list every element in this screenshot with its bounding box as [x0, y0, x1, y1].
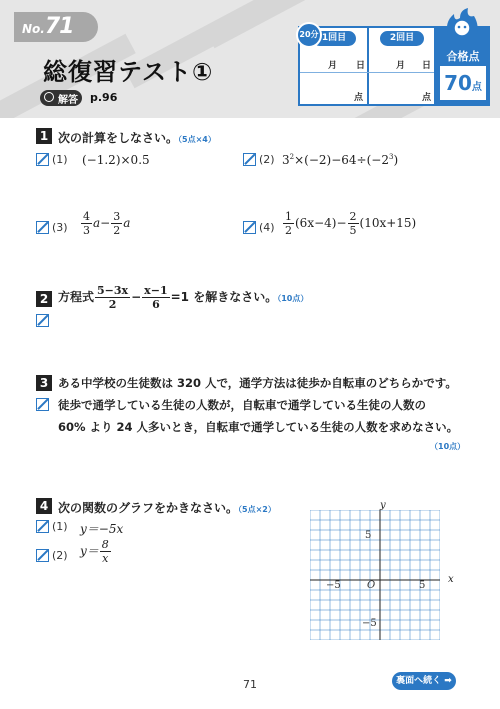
check-box[interactable] [36, 520, 49, 533]
problem-4-number: 4 [36, 498, 52, 514]
problem-3-line-3: 60% より 24 人多いとき，自転車で通学している生徒の人数を求めなさい。 [58, 420, 459, 434]
passing-score: 70 [444, 71, 472, 95]
page-number: 71 [243, 678, 257, 691]
p4-1-expression: y＝−5x [80, 522, 124, 536]
p1-4-expression: $\frac{1}{2}$ (6x−4)− $\frac{2}{5}$ (10x+15) [285, 210, 417, 237]
answer-icon [44, 92, 54, 102]
p1-2-expression: $3^2\times(-2)-64\div(-2^3)$ [282, 153, 399, 167]
problem-1-number: 1 [36, 128, 52, 144]
y-tick-5: 5 [365, 530, 372, 541]
problem-2-number: 2 [36, 291, 52, 307]
check-box[interactable] [36, 398, 49, 411]
problem-3-line-1: ある中学校の生徒数は 320 人で，通学方法は徒歩か自転車のどちらかです。 [58, 376, 457, 390]
round1-label: 1回目 [312, 31, 356, 46]
timer-badge: 20分 [296, 22, 322, 48]
x-tick-neg5: −5 [326, 580, 341, 591]
x-tick-5: 5 [419, 580, 426, 591]
check-box[interactable] [243, 221, 256, 234]
arrow-right-icon: ➡ [444, 676, 452, 686]
round2-label: 2回目 [380, 31, 424, 46]
check-box[interactable] [243, 153, 256, 166]
problem-2-instruction: 方程式 $\frac{5-3x}{2}$ − $\frac{x-1}{6}$ =1 を解きなさい。（10点） [58, 284, 309, 311]
unit-number-badge: No.71 [14, 12, 98, 42]
y-axis-label: y [380, 500, 386, 511]
problem-3-points: （10点） [430, 442, 466, 451]
passing-score-box: 合格点 70点 [436, 26, 490, 106]
check-box[interactable] [36, 549, 49, 562]
check-box[interactable] [36, 314, 49, 327]
answer-chip: 解答 [40, 90, 82, 106]
p1-1-expression: (−1.2)×0.5 [82, 153, 150, 167]
p4-2-expression: y＝ $\frac{8}{x}$ [80, 538, 109, 565]
score-record-box: 1回目 2回目 月 日 月 日 点 点 [298, 26, 436, 106]
x-axis-label: x [448, 574, 454, 585]
continue-button[interactable]: 裏面へ続く ➡ [392, 672, 456, 690]
answer-page-ref: p.96 [90, 91, 118, 104]
problem-3-line-2: 徒歩で通学している生徒の人数が，自転車で通学している生徒の人数の [58, 398, 426, 412]
problem-3-number: 3 [36, 375, 52, 391]
origin-label: O [367, 580, 376, 591]
check-box[interactable] [36, 153, 49, 166]
flame-mascot-icon [442, 6, 482, 40]
check-box[interactable] [36, 221, 49, 234]
problem-1-instruction: 次の計算をしなさい。（5点×4） [58, 131, 216, 145]
y-tick-neg5: −5 [362, 618, 377, 629]
p1-3-expression: $\frac{4}{3}$ a− $\frac{3}{2}$ a [83, 210, 131, 237]
page-title: 総復習テスト① [43, 58, 214, 86]
problem-4-instruction: 次の関数のグラフをかきなさい。（5点×2） [58, 501, 276, 515]
